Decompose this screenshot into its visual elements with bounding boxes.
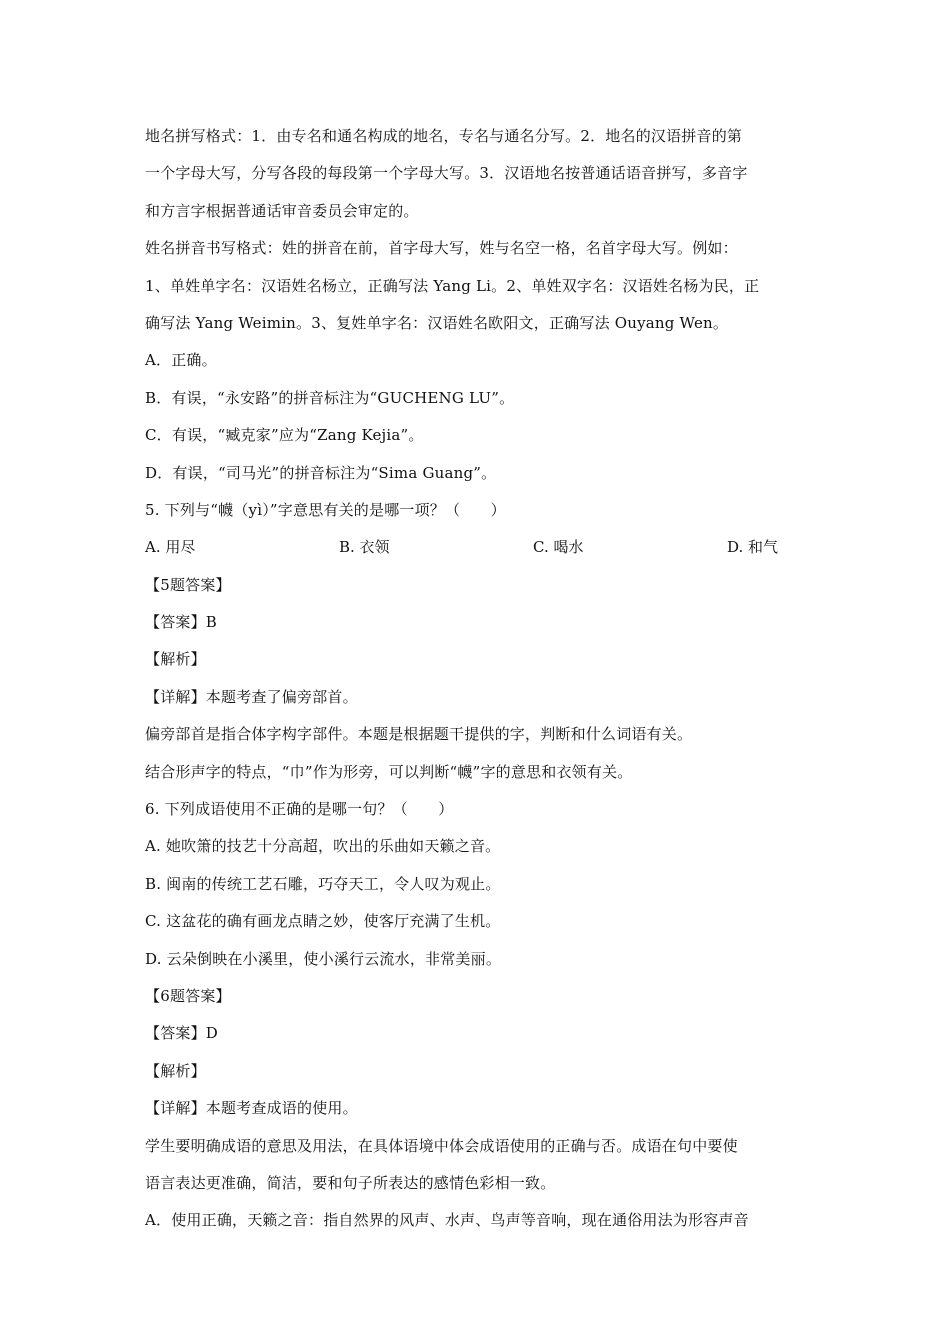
detail-6: 【详解】本题考查成语的使用。 [145,1099,358,1118]
option-d: D. 和气 [727,538,779,557]
document-page [145,118,810,1240]
option-a: A. 用尽 [145,538,196,557]
text-line: 语言表达更准确，简洁，要和句子所表达的感情色彩相一致。 [145,1173,556,1192]
option-a-explanation: A．正确。 [145,351,217,370]
question-6-option-b: B. 闽南的传统工艺石雕，巧夺天工，令人叹为观止。 [145,874,501,893]
question-6: 6. 下列成语使用不正确的是哪一句？（ ） [145,800,454,819]
question-6-option-c: C. 这盆花的确有画龙点睛之妙，使客厅充满了生机。 [145,912,501,931]
option-b-explanation: B．有误，“永安路”的拼音标注为“GUCHENG LU”。 [145,388,515,407]
text-line: 姓名拼音书写格式：姓的拼音在前，首字母大写，姓与名空一格，名首字母大写。例如： [145,239,738,258]
analysis-heading-5: 【解析】 [145,650,206,669]
question-6-option-d: D. 云朵倒映在小溪里，使小溪行云流水，非常美丽。 [145,949,502,968]
option-b: B. 衣领 [339,538,390,557]
answer-6: 【答案】D [145,1024,219,1043]
answer-5: 【答案】B [145,613,218,632]
answer-heading-6: 【6题答案】 [145,986,231,1005]
text-line: 确写法 Yang Weimin。3、复姓单字名：汉语姓名欧阳文，正确写法 Ouyang Wen。 [145,313,729,332]
analysis-heading-6: 【解析】 [145,1061,206,1080]
text-line: 和方言字根据普通话审音委员会审定的。 [145,201,419,220]
text-line: 地名拼写格式：1．由专名和通名构成的地名，专名与通名分写。2．地名的汉语拼音的第 [145,127,743,145]
answer-heading-5: 【5题答案】 [145,575,231,594]
text-line: 学生要明确成语的意思及用法，在具体语境中体会成语使用的正确与否。成语在句中要使 [145,1136,738,1155]
question-5-options [145,529,810,566]
text-line: 一个字母大写，分写各段的每段第一个字母大写。3．汉语地名按普通话语音拼写，多音字 [145,164,748,183]
question-6-option-a: A. 她吹箫的技艺十分高超，吹出的乐曲如天籁之音。 [145,837,501,856]
option-c-explanation: C．有误，“臧克家”应为“Zang Kejia”。 [145,426,424,445]
text-line: 偏旁部首是指合体字构字部件。本题是根据题干提供的字，判断和什么词语有关。 [145,725,693,744]
question-5: 5. 下列与“幭（yì）”字意思有关的是哪一项？（ ） [145,500,506,519]
detail-5: 【详解】本题考查了偏旁部首。 [145,687,358,706]
text-line: 1、单姓单字名：汉语姓名杨立，正确写法 Yang Li。2、单姓双字名：汉语姓名杨为民，正 [145,276,760,295]
option-c: C. 喝水 [533,538,584,557]
text-line: A．使用正确，天籁之音：指自然界的风声、水声、鸟声等音响，现在通俗用法为形容声音 [145,1211,749,1230]
text-line: 结合形声字的特点，“巾”作为形旁，可以判断“幭”字的意思和衣领有关。 [145,762,633,781]
option-d-explanation: D．有误，“司马光”的拼音标注为“Sima Guang”。 [145,463,497,482]
